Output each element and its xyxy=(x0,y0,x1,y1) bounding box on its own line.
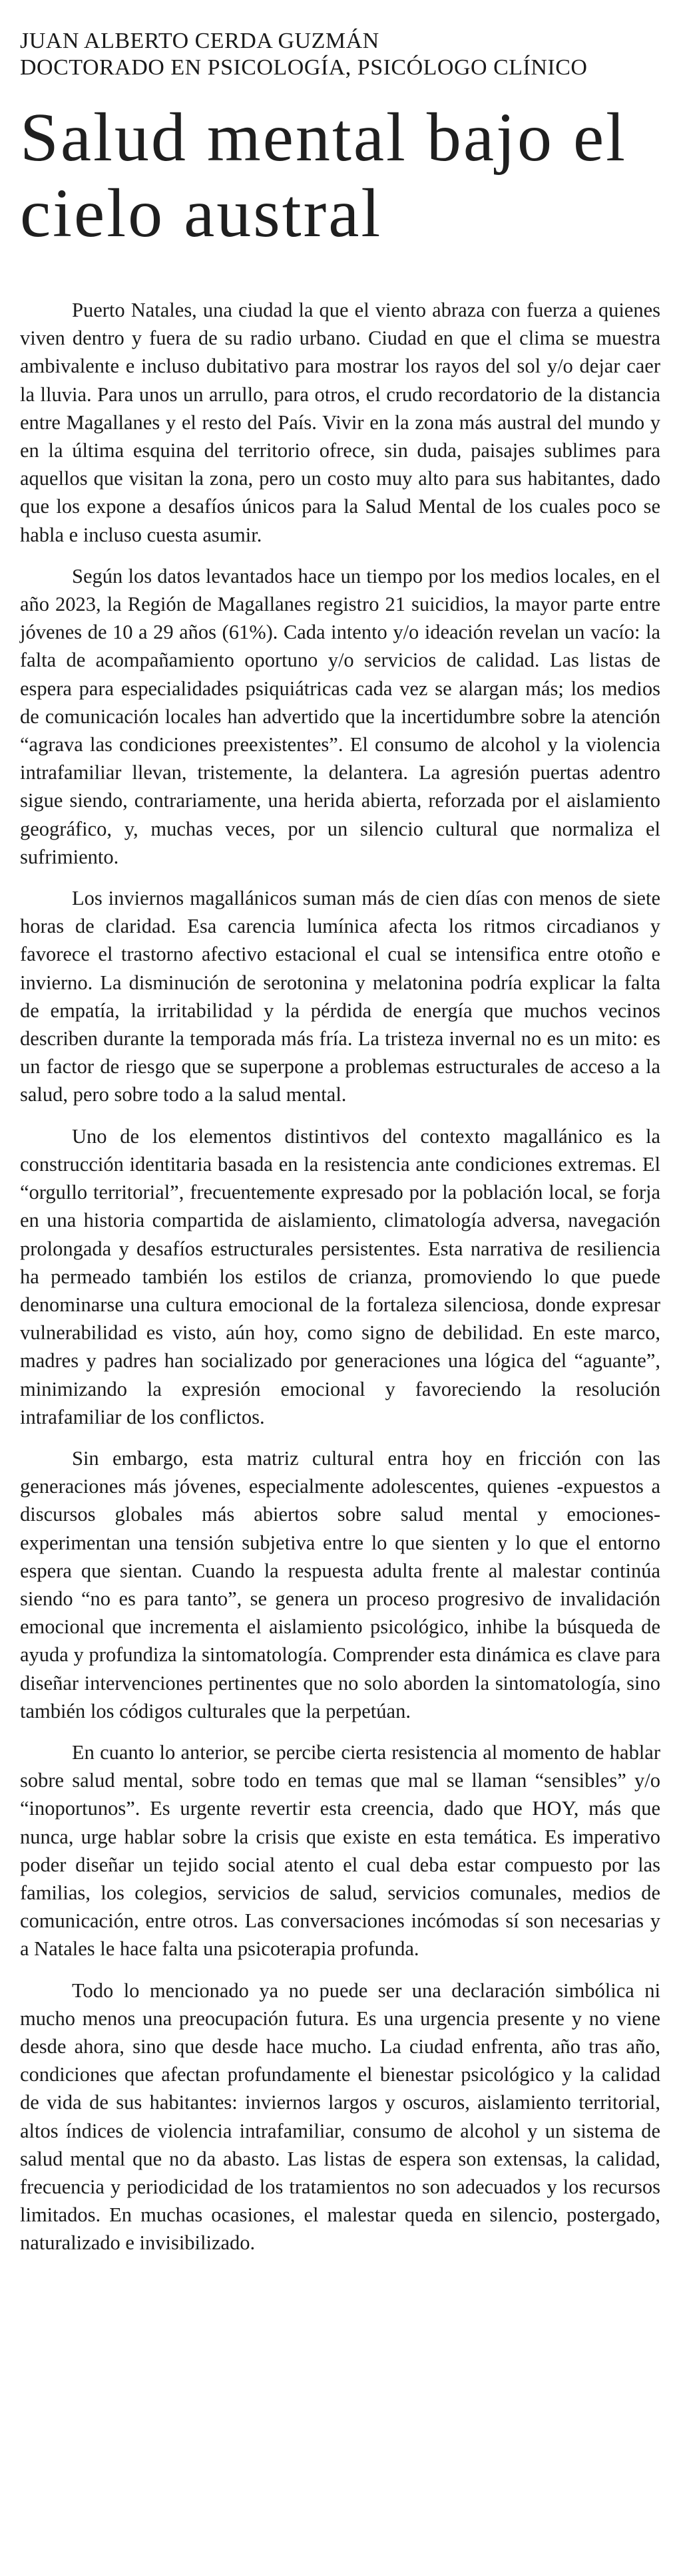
article-paragraph: Todo lo mencionado ya no puede ser una declaración simbólica ni mucho menos una preocupación futura. Es una urgencia presente y no viene desde ahora, sino que desde hace mucho. La ciudad enfrenta, año tras año, condiciones que afectan profundamente el bienestar psicológico y la calidad de vida de sus habitantes: inviernos largos y oscuros, aislamiento territorial, altos índices de violencia intrafamiliar, consumo de alcohol y un sistema de salud mental que no da abasto. Las listas de espera son extensas, la calidad, frecuencia y periodicidad de los tratamientos no son adecuados y los recursos limitados. En muchas ocasiones, el malestar queda en silencio, postergado, naturalizado e invisibilizado. xyxy=(20,1979,660,2255)
article-paragraph: Uno de los elementos distintivos del contexto magallánico es la construcción identitaria basada en la resistencia ante condiciones extremas. El “orgullo territorial”, frecuentemente expresado por la población local, se forja en una historia compartida de aislamiento, climatología adversa, navegación prolongada y desafíos estructurales persistentes. Esta narrativa de resiliencia ha permeado también los estilos de crianza, promoviendo lo que puede denominarse una cultura emocional de la fortaleza silenciosa, donde expresar vulnerabilidad es visto, aún hoy, como signo de debilidad. En este marco, madres y padres han socializado por generaciones una lógica del “aguante”, minimizando la expresión emocional y favoreciendo la resolución intrafamiliar de los conflictos. xyxy=(20,1124,660,1428)
article-paragraph: Según los datos levantados hace un tiempo por los medios locales, en el año 2023, la Región de Magallanes registro 21 suicidios, la mayor parte entre jóvenes de 10 a 29 años (61%). Cada intento y/o ideación revelan un vacío: la falta de acompañamiento oportuno y/o servicios de calidad. Las listas de espera para especialidades psiquiátricas cada vez se alargan más; los medios de comunicación locales han advertido que la incertidumbre sobre la atención “agrava las condiciones preexistentes”. El consumo de alcohol y la violencia intrafamiliar llevan, tristemente, la delantera. La agresión puertas adentro sigue siendo, contrariamente, una herida abierta, reforzada por el aislamiento geográfico, y, muchas veces, por un silencio cultural que normaliza el sufrimiento. xyxy=(20,564,660,868)
author-byline xyxy=(20,28,659,81)
author-name: JUAN ALBERTO CERDA GUZMÁN xyxy=(20,29,379,53)
article-body xyxy=(20,296,660,2271)
article-paragraph: Los inviernos magallánicos suman más de cien días con menos de siete horas de claridad. Esa carencia lumínica afecta los ritmos circadianos y favorece el trastorno afectivo estacional el cual se intensifica entre otoño e invierno. La disminución de serotonina y melatonina podría explicar la falta de empatía, la irritabilidad y la pérdida de energía que muchos vecinos describen durante la temporada más fría. La tristeza invernal no es un mito: es un factor de riesgo que se superpone a problemas estructurales de acceso a la salud, pero sobre todo a la salud mental. xyxy=(20,887,660,1106)
article-paragraph: Sin embargo, esta matriz cultural entra hoy en fricción con las generaciones más jóvenes, especialmente adolescentes, quienes -expuestos a discursos globales más abiertos sobre salud mental y emociones- experimentan una tensión subjetiva entre lo que sienten y lo que el entorno espera que sientan. Cuando la respuesta adulta frente al malestar continúa siendo “no es para tanto”, se genera un proceso progresivo de invalidación emocional que incrementa el aislamiento psicológico, inhibe la búsqueda de ayuda y profundiza la sintomatología. Comprender esta dinámica es clave para diseñar intervenciones pertinentes que no solo aborden la sintomatología, sino también los códigos culturales que la perpetúan. xyxy=(20,1446,660,1722)
author-credentials: DOCTORADO EN PSICOLOGÍA, PSICÓLOGO CLÍNICO xyxy=(20,55,588,80)
article-paragraph: Puerto Natales, una ciudad la que el viento abraza con fuerza a quienes viven dentro y fuera de su radio urbano. Ciudad en que el clima se muestra ambivalente e incluso dubitativo para mostrar los rayos del sol y/o dejar caer la lluvia. Para unos un arrullo, para otros, el crudo recordatorio de la distancia entre Magallanes y el resto del País. Vivir en la zona más austral del mundo y en la última esquina del territorio ofrece, sin duda, paisajes sublimes para aquellos que visitan la zona, pero un costo muy alto para sus habitantes, dado que los expone a desafíos únicos para la Salud Mental de los cuales poco se habla e incluso cuesta asumir. xyxy=(20,299,660,546)
article-title: Salud mental bajo el cielo austral xyxy=(20,99,628,251)
article-paragraph: En cuanto lo anterior, se percibe cierta resistencia al momento de hablar sobre salud mental, sobre todo en temas que mal se llaman “sensibles” y/o “inoportunos”. Es urgente revertir esta creencia, dado que HOY, más que nunca, urge hablar sobre la crisis que existe en esta temática. Es imperativo poder diseñar un tejido social atento el cual deba estar compuesto por las familias, los colegios, servicios de salud, servicios comunales, medios de comunicación, entre otros. Las conversaciones incómodas sí son necesarias y a Natales le hace falta una psicoterapia profunda. xyxy=(20,1740,660,1961)
